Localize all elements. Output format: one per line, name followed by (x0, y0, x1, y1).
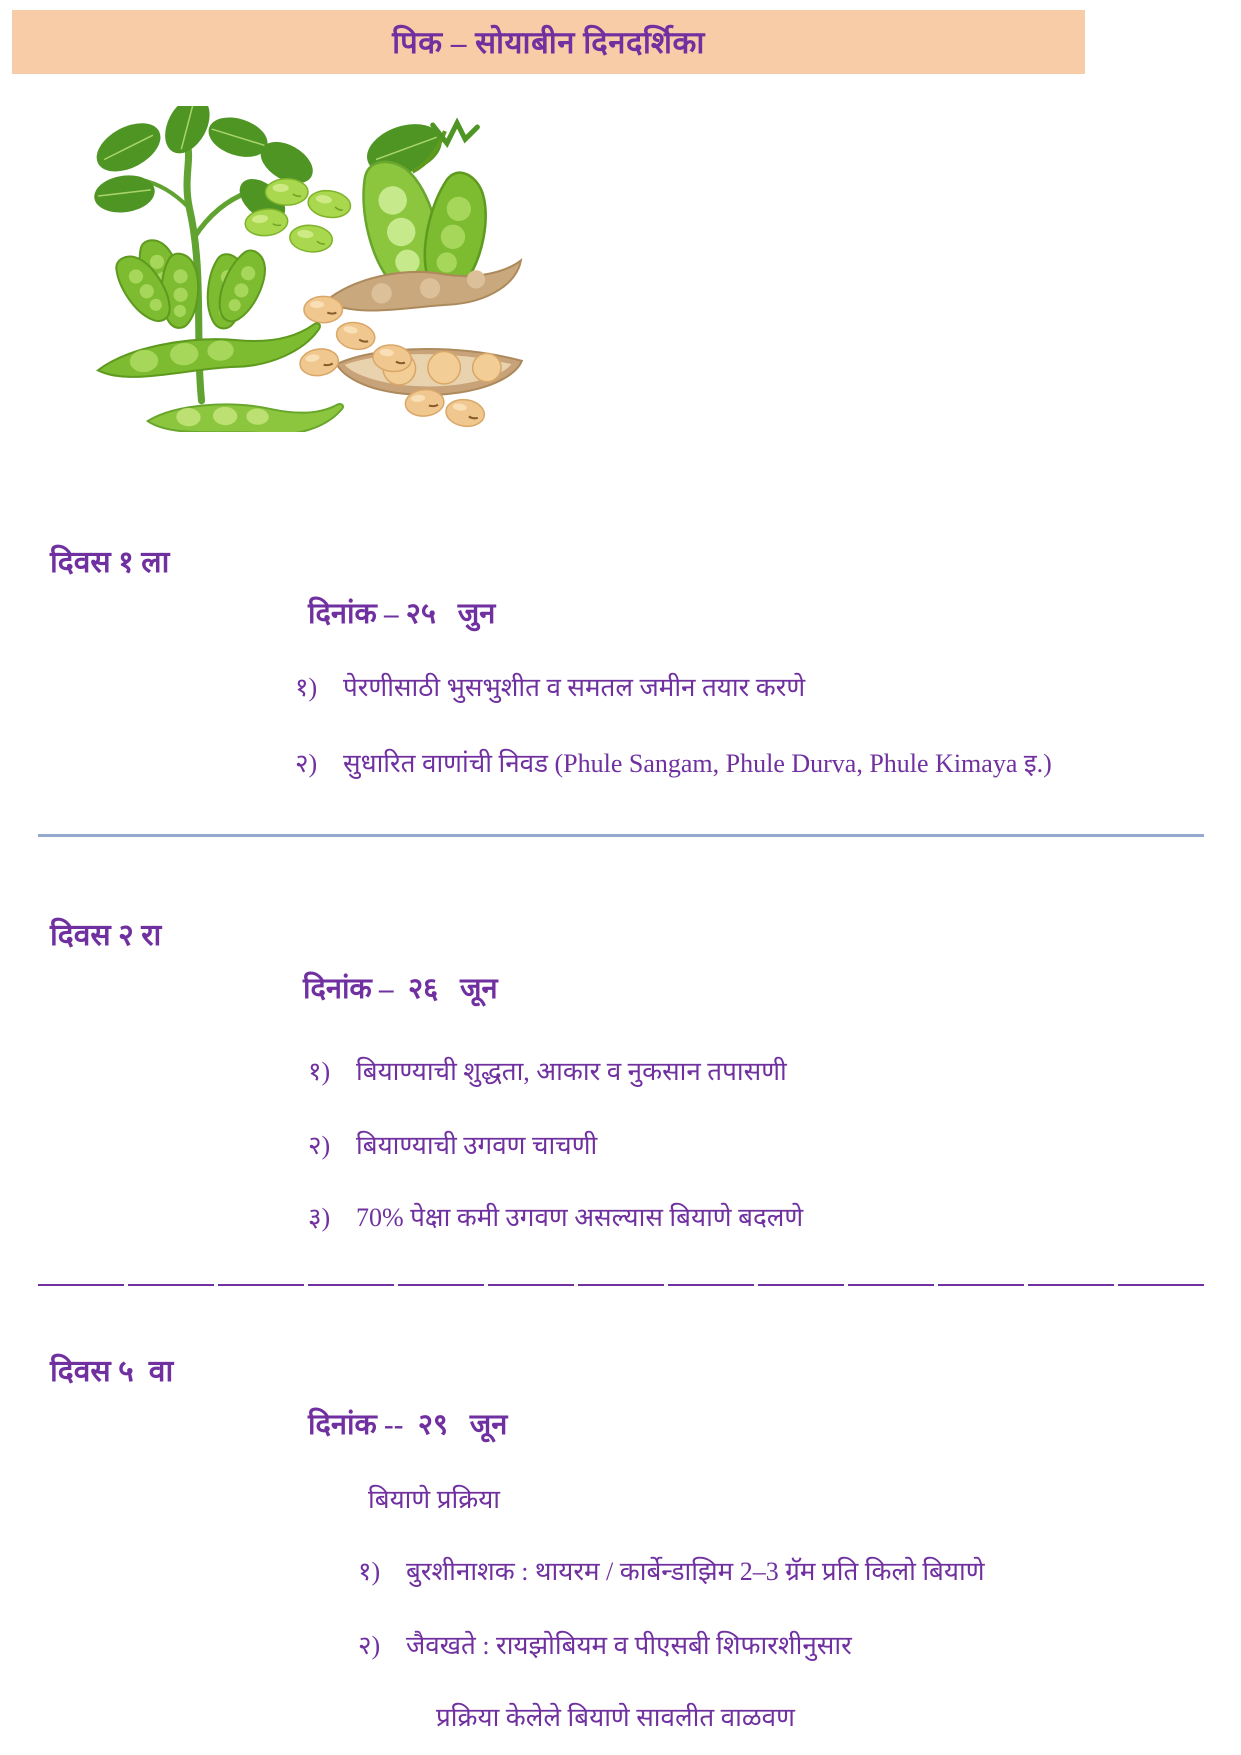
day-1-heading: दिवस १ ला (50, 545, 170, 579)
item-text: 70% पेक्षा कमी उगवण असल्यास बियाणे बदलणे (356, 1203, 804, 1232)
day-5-footer-note: प्रक्रिया केलेले बियाणे सावलीत वाळवण (436, 1703, 795, 1732)
soybean-illustration (88, 106, 524, 432)
section-divider-purple (38, 1284, 1206, 1286)
item-number: १) (358, 1557, 381, 1586)
day-2-item-1 (308, 1052, 787, 1088)
item-number: २) (295, 749, 318, 778)
day-1-date: दिनांक – २५ जुन (308, 598, 496, 630)
item-text: बुरशीनाशक : थायरम / कार्बेन्डाझिम 2–3 ग्रॅम प्रति किलो बियाणे (406, 1557, 985, 1586)
item-text: जैवखते : रायझोबियम व पीएसबी शिफारशीनुसार (406, 1631, 852, 1660)
day-2-item-3 (308, 1198, 803, 1234)
item-number: १) (308, 1057, 331, 1086)
day-5-heading: दिवस ५ वा (50, 1354, 174, 1388)
item-number: १) (295, 673, 318, 702)
section-divider-blue (38, 834, 1204, 837)
day-1-item-2 (295, 744, 1052, 780)
item-text: सुधारित वाणांची निवड (Phule Sangam, Phule Durva, Phule Kimaya इ.) (343, 749, 1052, 778)
item-text: बियाण्याची शुद्धता, आकार व नुकसान तपासणी (356, 1057, 787, 1086)
page-title: पिक – सोयाबीन दिनदर्शिका (392, 25, 705, 60)
day-2-heading: दिवस २ रा (50, 918, 162, 952)
page-title-band (12, 10, 1085, 74)
day-5-subheading: बियाणे प्रक्रिया (368, 1485, 501, 1514)
day-2-date: दिनांक – २६ जून (303, 973, 498, 1005)
day-5-item-2 (358, 1626, 852, 1662)
item-text: पेरणीसाठी भुसभुशीत व समतल जमीन तयार करणे (343, 673, 806, 702)
item-number: २) (358, 1631, 381, 1660)
item-number: ३) (308, 1203, 331, 1232)
soybean-plant-icon (88, 106, 524, 432)
item-text: बियाण्याची उगवण चाचणी (356, 1131, 598, 1160)
day-2-item-2 (308, 1126, 597, 1162)
day-1-item-1 (295, 668, 805, 704)
day-5-item-1 (358, 1552, 985, 1588)
day-5-date: दिनांक -- २९ जून (308, 1409, 508, 1441)
item-number: २) (308, 1131, 331, 1160)
